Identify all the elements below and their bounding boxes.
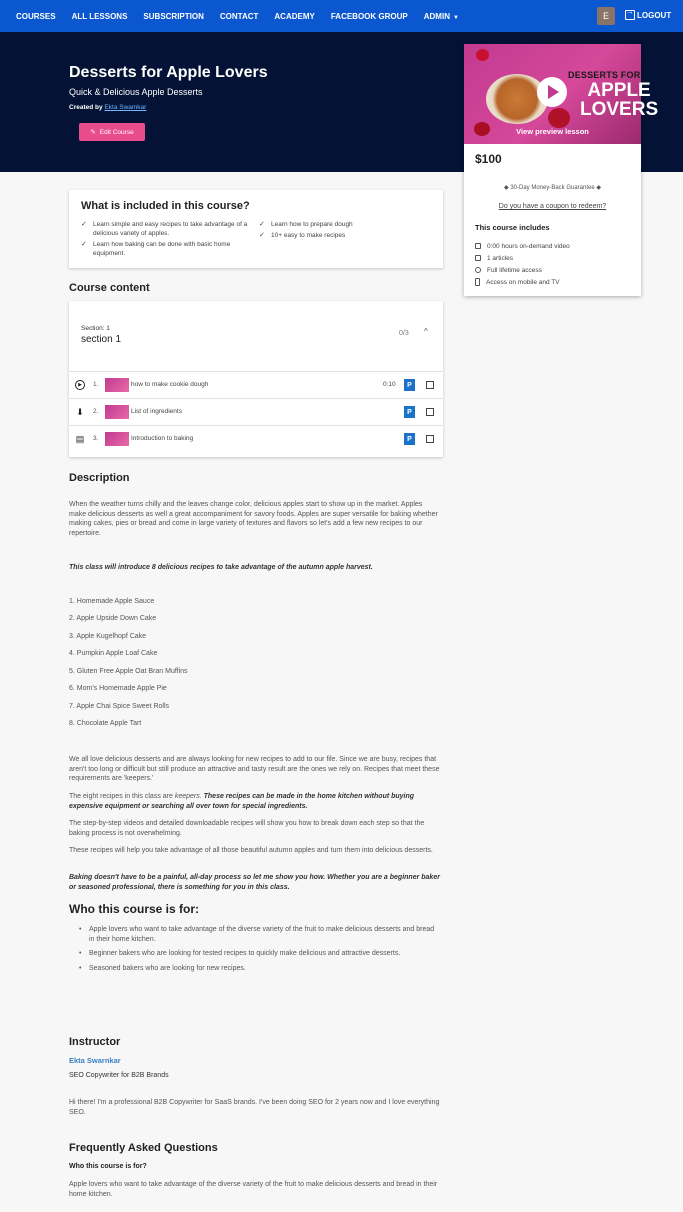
price: $100 xyxy=(475,152,502,166)
preview-badge: P xyxy=(404,433,415,445)
list-item: • Apple lovers who want to take advantage of the diverse variety of the fruit to make delicious desserts and bread in their home kitchen. xyxy=(77,925,437,944)
list-item xyxy=(475,264,570,276)
nav-courses[interactable]: COURSES xyxy=(16,11,56,21)
lesson-row[interactable] xyxy=(69,371,443,398)
lesson-thumbnail xyxy=(105,378,129,392)
created-by-label: Created by xyxy=(69,104,103,111)
nav-facebook-group[interactable]: FACEBOOK GROUP xyxy=(330,11,408,21)
nav-contact[interactable]: CONTACT xyxy=(219,11,259,21)
recipe-item: 4. Pumpkin Apple Loaf Cake xyxy=(69,650,158,657)
course-content-box xyxy=(69,301,443,457)
preview-title-line2: LOVERS xyxy=(580,99,659,120)
lesson-title[interactable]: how to make cookie dough xyxy=(131,381,209,388)
preview-label: View preview lesson xyxy=(516,127,589,136)
included-list-right xyxy=(259,220,429,242)
lesson-title[interactable]: Introduction to baking xyxy=(131,435,194,442)
included-box xyxy=(69,190,443,268)
list-item: • Seasoned bakers who are looking for new recipes. xyxy=(77,964,437,974)
lesson-thumbnail xyxy=(105,432,129,446)
preview-video[interactable] xyxy=(464,44,659,144)
play-circle-icon: ▶ xyxy=(75,380,85,390)
lesson-number: 1. xyxy=(93,381,99,388)
section-label: Section: 1 xyxy=(81,325,110,332)
guarantee-text: 30-Day Money-Back Guarantee xyxy=(510,185,595,191)
recipe-item: 1. Homemade Apple Sauce xyxy=(69,598,155,605)
page-title: Desserts for Apple Lovers xyxy=(69,64,268,81)
lesson-thumbnail xyxy=(105,405,129,419)
faq-question: Who this course is for? xyxy=(69,1163,147,1170)
who-title: Who this course is for: xyxy=(69,902,200,916)
instructor-bio: Hi there! I'm a professional B2B Copywriter for SaaS brands. I've been doing SEO for 2 years now and I love everything SEO. xyxy=(69,1099,440,1116)
top-nav xyxy=(0,0,683,32)
description-paragraph: These recipes will help you take advantage of all those beautiful autumn apples and turn them into delicious desserts. xyxy=(69,847,433,854)
lesson-duration: 0:10 xyxy=(383,381,396,388)
include-text: Access on mobile and TV xyxy=(486,278,560,286)
description-highlight: Baking doesn't have to be a painful, all-day process so let me show you how. Whether you are a beginner baker or seasoned professional, there is something for you in this class. xyxy=(69,874,440,891)
mobile-icon xyxy=(475,278,480,286)
document-icon: ▤ xyxy=(75,433,85,444)
list-item xyxy=(475,276,570,288)
preview-badge: P xyxy=(404,406,415,418)
instructor-title: Instructor xyxy=(69,1036,121,1048)
infinity-icon xyxy=(475,267,481,273)
faq-title: Frequently Asked Questions xyxy=(69,1142,218,1154)
recipe-item: 5. Gluten Free Apple Oat Bran Muffins xyxy=(69,668,188,675)
video-icon xyxy=(475,243,481,249)
logout-label: LOGOUT xyxy=(637,10,672,20)
recipe-item: 2. Apple Upside Down Cake xyxy=(69,615,157,622)
lesson-row[interactable] xyxy=(69,425,443,452)
list-item: ✓ 10+ easy to make recipes xyxy=(259,231,429,240)
lesson-number: 2. xyxy=(93,408,99,415)
preview-title-small: DESSERTS FOR xyxy=(568,70,641,80)
edit-course-button[interactable] xyxy=(79,123,145,141)
included-title: What is included in this course? xyxy=(81,200,250,212)
list-item xyxy=(475,240,570,252)
include-text: 0:00 hours on-demand video xyxy=(487,242,570,250)
article-icon xyxy=(475,255,481,261)
download-icon: ⬇ xyxy=(76,406,84,417)
chevron-up-icon[interactable]: ^ xyxy=(424,327,428,336)
recipe-item: 7. Apple Chai Spice Sweet Rolls xyxy=(69,703,169,710)
recipe-item: 6. Mom's Homemade Apple Pie xyxy=(69,685,167,692)
caret-down-icon: ▼ xyxy=(452,14,459,21)
avatar[interactable]: E xyxy=(597,7,615,25)
description-paragraph: When the weather turns chilly and the leaves change color, delicious apples start to show up in the market. Apples make delicious desserts as well a great accompaniment for savory foods. Apples are super versatile for baking whether making cakes, pies or bread and come in large variety of textures and flavors so let's add a few new recipes to our repertoire. xyxy=(69,501,438,537)
created-by xyxy=(69,104,146,111)
description-highlight: This class will introduce 8 delicious recipes to take advantage of the autumn apple harvest. xyxy=(69,564,373,571)
preview-title-line1: APPLE xyxy=(587,80,651,101)
course-content-title: Course content xyxy=(69,282,150,294)
lesson-checkbox[interactable] xyxy=(426,381,434,389)
description-paragraph xyxy=(69,792,441,811)
lesson-row[interactable] xyxy=(69,398,443,425)
recipe-item: 3. Apple Kugelhopf Cake xyxy=(69,633,147,640)
list-item: • Beginner bakers who are looking for tested recipes to quickly make delicious and attractive desserts. xyxy=(77,949,437,959)
instructor-name[interactable]: Ekta Swarnkar xyxy=(69,1056,121,1065)
who-list xyxy=(77,925,437,978)
recipe-item: 8. Chocolate Apple Tart xyxy=(69,720,142,727)
description-title: Description xyxy=(69,472,130,484)
play-icon[interactable] xyxy=(537,77,567,107)
text-span: These recipes can be made in the home kitchen without buying expensive equipment or searching all over town for special ingredients. xyxy=(69,793,415,810)
preview-title-big xyxy=(580,81,658,119)
instructor-role: SEO Copywriter for B2B Brands xyxy=(69,1072,169,1079)
faq-answer: Apple lovers who want to take advantage of the diverse variety of the fruit to make delicious desserts and bread in their home kitchen. xyxy=(69,1181,438,1198)
list-item: ✓ Learn how baking can be done with basic home equipment. xyxy=(81,240,256,258)
description-paragraph: The step-by-step videos and detailed downloadable recipes will show you how to break down each step so that the baking process is not overwhelming. xyxy=(69,820,425,837)
apple-image xyxy=(476,49,489,61)
lesson-checkbox[interactable] xyxy=(426,408,434,416)
text-span: keepers. xyxy=(174,793,204,800)
coupon-link[interactable]: Do you have a coupon to redeem? xyxy=(498,203,607,210)
lesson-checkbox[interactable] xyxy=(426,435,434,443)
nav-admin-label: ADMIN xyxy=(423,11,450,21)
list-item xyxy=(475,252,570,264)
text-span: The eight recipes in this class are xyxy=(69,793,175,800)
lesson-title[interactable]: List of ingredients xyxy=(131,408,182,415)
includes-list xyxy=(475,240,570,288)
author-link[interactable]: Ekta Swamkar xyxy=(104,104,147,111)
money-back-guarantee: ◆ 30-Day Money-Back Guarantee ◆ xyxy=(504,185,601,191)
includes-title: This course includes xyxy=(475,223,550,232)
course-purchase-card xyxy=(464,44,659,296)
description-paragraph: We all love delicious desserts and are always looking for new recipes to add to our file. Since we are busy, recipes that aren't too long or difficult but still produce an attractive and tasty result are the ones we rely on. Recipes that meet these requirements are 'keepers.' xyxy=(69,756,440,782)
list-item: ✓ Learn how to prepare dough xyxy=(259,220,429,229)
apple-image xyxy=(548,108,570,128)
pencil-icon: ✎ xyxy=(90,129,96,136)
nav-all-lessons[interactable]: ALL LESSONS xyxy=(71,11,128,21)
page-subtitle: Quick & Delicious Apple Desserts xyxy=(69,87,203,97)
nav-subscription[interactable]: SUBSCRIPTION xyxy=(143,11,204,21)
lesson-number: 3. xyxy=(93,435,99,442)
edit-course-label: Edit Course xyxy=(99,128,134,136)
section-name: section 1 xyxy=(81,334,122,345)
section-progress: 0/3 xyxy=(399,330,409,337)
nav-admin[interactable] xyxy=(424,12,459,21)
nav-academy[interactable]: ACADEMY xyxy=(274,11,315,21)
include-text: 1 articles xyxy=(487,254,514,262)
include-text: Full lifetime access xyxy=(487,266,542,274)
included-list-left xyxy=(81,220,256,260)
logout-icon xyxy=(625,10,635,20)
logout-button[interactable] xyxy=(625,10,671,20)
list-item: ✓ Learn simple and easy recipes to take advantage of a delicious variety of apples. xyxy=(81,220,256,238)
preview-badge: P xyxy=(404,379,415,391)
